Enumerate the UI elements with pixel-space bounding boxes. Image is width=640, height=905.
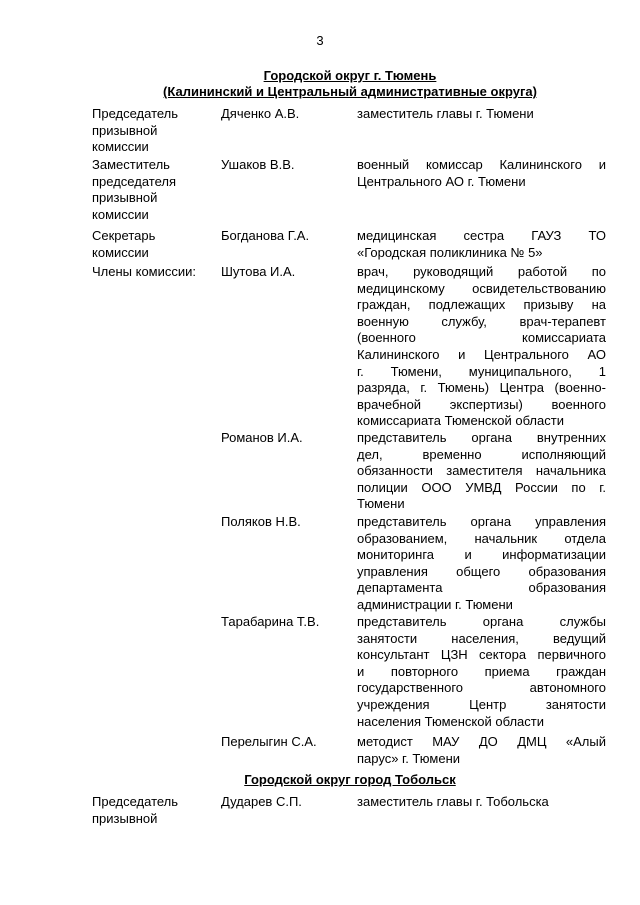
member-role (92, 794, 217, 827)
position-line: обязанности заместителя начальника (357, 463, 606, 479)
role-line: комиссии (92, 139, 149, 155)
section-title: Городской округ г. Тюмень (263, 68, 437, 83)
position-line: Калининского и Центрального АО (357, 346, 606, 362)
role-line: Председатель (92, 794, 179, 809)
member-name: Богданова Г.А. (221, 228, 310, 243)
position-line: заместитель главы г. Тобольска (357, 794, 549, 809)
member-role (92, 228, 217, 261)
position-line: военную службу, врач-терапевт (357, 313, 606, 329)
section-subtitle: (Калининский и Центральный административные округа) (163, 84, 537, 99)
position-line: департамента образования (357, 580, 606, 596)
role-line: комиссии (92, 206, 149, 222)
position-line: Тюмени (357, 496, 405, 512)
member-role (92, 106, 217, 156)
position-line: медицинская сестра ГАУЗ ТО (357, 228, 606, 243)
position-line: консультант ЦЗН сектора первичного (357, 647, 606, 663)
position-line: граждан, подлежащих призыву на (357, 297, 606, 313)
member-name: Тарабарина Т.В. (221, 614, 320, 629)
member-name: Дяченко А.В. (221, 106, 300, 121)
position-line: методист МАУ ДО ДМЦ «Алый (357, 734, 606, 749)
position-line: разряда, г. Тюмень) Центра (военно- (357, 380, 606, 396)
position-line: Центрального АО г. Тюмени (357, 173, 526, 189)
member-position (357, 614, 606, 730)
position-line: медицинскому освидетельствованию (357, 280, 606, 296)
position-line: полиции ООО УМВД России по г. (357, 479, 606, 495)
page-number: 3 (316, 33, 324, 48)
position-line: населения Тюменской области (357, 713, 544, 729)
position-line: парус» г. Тюмени (357, 750, 461, 766)
position-line: и повторного приема граждан (357, 663, 606, 679)
member-name: Шутова И.А. (221, 264, 296, 279)
position-line: учреждения Центр занятости (357, 696, 606, 712)
position-line: мониторинга и информатизации (357, 547, 606, 563)
section-title: Городской округ город Тобольск (244, 772, 456, 787)
position-line: военный комиссар Калининского и (357, 157, 606, 172)
position-line: г. Тюмени, муниципального, 1 (357, 363, 606, 379)
position-line: представитель органа службы (357, 614, 606, 629)
position-line: «Городская поликлиника № 5» (357, 244, 543, 260)
role-line: Члены комиссии: (92, 264, 197, 279)
member-name: Дударев С.П. (221, 794, 302, 809)
role-line: призывной (92, 190, 158, 206)
position-line: врач, руководящий работой по (357, 264, 606, 279)
position-line: представитель органа управления (357, 514, 606, 529)
role-line: Секретарь (92, 228, 156, 243)
member-position (357, 157, 606, 190)
member-position (357, 264, 606, 430)
role-line: Председатель (92, 106, 179, 121)
position-line: администрации г. Тюмени (357, 596, 513, 612)
position-line: дел, временно исполняющий (357, 446, 606, 462)
member-position (357, 430, 606, 513)
role-line: призывной (92, 122, 158, 138)
position-line: заместитель главы г. Тюмени (357, 106, 534, 121)
role-line: председателя (92, 173, 177, 189)
position-line: (военного комиссариата (357, 330, 606, 346)
position-line: врачебной экспертизы) военного (357, 396, 606, 412)
member-position (357, 794, 606, 811)
member-name: Поляков Н.В. (221, 514, 301, 529)
position-line: занятости населения, ведущий (357, 630, 606, 646)
member-role (92, 157, 217, 223)
member-position (357, 228, 606, 261)
role-line: Заместитель (92, 157, 170, 172)
member-name: Перелыгин С.А. (221, 734, 317, 749)
member-position (357, 106, 606, 123)
position-line: государственного автономного (357, 680, 606, 696)
member-position (357, 514, 606, 614)
position-line: управления общего образования (357, 563, 606, 579)
position-line: комиссариата Тюменской области (357, 413, 564, 429)
position-line: представитель органа внутренних (357, 430, 606, 445)
member-position (357, 734, 606, 767)
role-line: комиссии (92, 244, 149, 260)
member-name: Ушаков В.В. (221, 157, 295, 172)
member-name: Романов И.А. (221, 430, 303, 445)
member-role (92, 264, 217, 281)
role-line: призывной (92, 810, 158, 826)
position-line: образованием, начальник отдела (357, 530, 606, 546)
